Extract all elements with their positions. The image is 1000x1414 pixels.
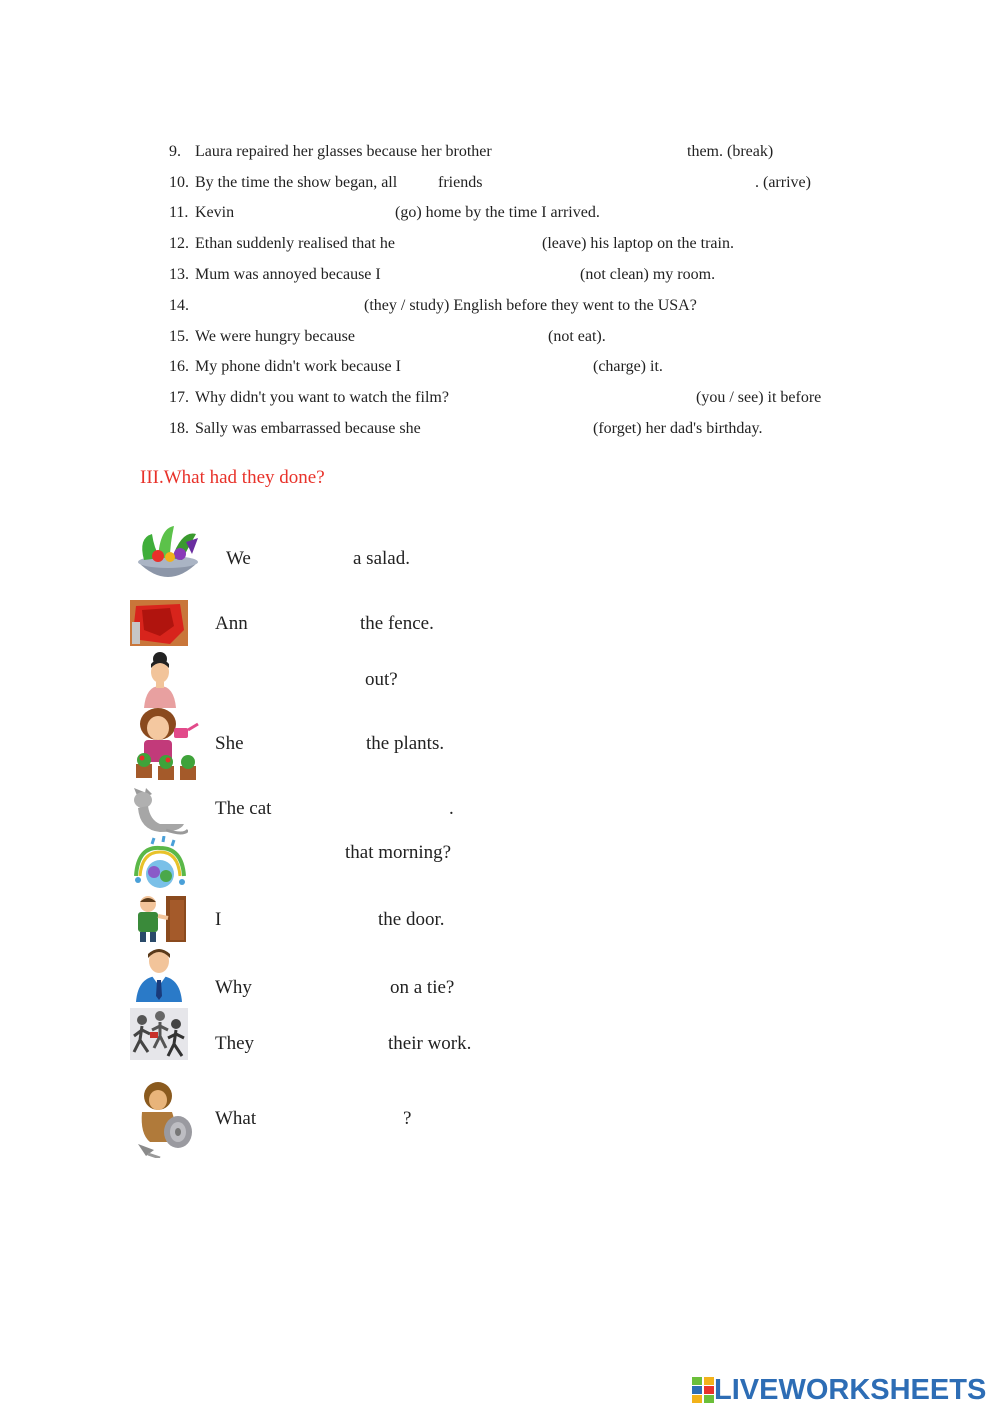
sentence-end: . [449,798,454,819]
girl-watering-plants-icon [130,706,204,782]
sentence-start: They [215,1033,255,1054]
sentence-end: (forget) her dad's birthday. [593,420,763,437]
sentence-end: (leave) his laptop on the train. [542,235,734,252]
sentence-start: Laura repaired her glasses because her brother [195,143,492,160]
item-number: 14. [169,297,189,314]
woman-icon [140,652,180,708]
answer-input-fence[interactable] [258,613,358,633]
sentence-mid: friends [438,174,483,191]
answer-input-14[interactable] [195,296,363,316]
sentence-end: the plants. [366,733,445,754]
sentence-start: By the time the show began, all [195,174,398,191]
sentence-start: Sally was embarrassed because she [195,420,421,437]
answer-input-17[interactable] [482,388,694,408]
answer-input-13[interactable] [408,265,580,285]
cat-icon [130,784,188,836]
sentence-end: the door. [378,909,445,930]
sentence-end: out? [365,669,398,690]
item-number: 9. [169,143,181,160]
sentence-start: What [215,1108,257,1129]
sentence-end: them. (break) [687,143,774,160]
man-at-door-icon [130,894,188,944]
sentence-start: Ann [215,613,248,634]
wet-flower-icon [130,836,188,892]
item-number: 11. [169,204,189,221]
sentence-start: Why didn't you want to watch the film? [195,389,449,406]
caveman-icon [130,1078,200,1158]
item-number: 10. [169,174,189,191]
sentence-start: She [215,733,244,754]
answer-input-9[interactable] [530,142,684,162]
answer-input-12[interactable] [422,234,542,254]
answer-input-out[interactable] [215,669,359,689]
sentence-end: (not clean) my room. [580,266,716,283]
liveworksheets-logo-text: LIVEWORKSHEETS [714,1373,987,1406]
sentence-start: We [226,548,251,569]
answer-input-11[interactable] [244,203,394,223]
liveworksheets-logo-icon [692,1377,714,1403]
sentence-end: ? [403,1108,412,1129]
item-number: 13. [169,266,189,283]
sentence-end: their work. [388,1033,472,1054]
sentence-end: (go) home by the time I arrived. [395,204,600,221]
answer-input-16[interactable] [430,357,592,377]
sentence-end: (charge) it. [593,358,663,375]
sentence-start: My phone didn't work because I [195,358,401,375]
item-number: 15. [169,328,189,345]
item-number: 18. [169,420,189,437]
sentence-end: (they / study) English before they went to the USA? [364,297,697,314]
man-in-tie-icon [134,946,184,1002]
answer-input-cat[interactable] [284,798,448,818]
answer-input-morning[interactable] [215,842,345,862]
answer-input-door[interactable] [234,909,374,929]
sentence-start: We were hungry because [195,328,355,345]
answer-input-what[interactable] [266,1108,400,1128]
sentence-start: Mum was annoyed because I [195,266,381,283]
salad-bowl-icon [130,524,206,590]
answer-input-plants[interactable] [254,733,364,753]
sentence-start: I [215,909,222,930]
sentence-end: (not eat). [548,328,606,345]
item-number: 16. [169,358,189,375]
answer-input-tie[interactable] [262,977,388,997]
sentence-start: Ethan suddenly realised that he [195,235,395,252]
sentence-end: . (arrive) [755,174,811,191]
item-number: 17. [169,389,189,406]
people-running-icon [130,1008,188,1060]
painted-fence-icon [130,600,188,646]
sentence-end: a salad. [353,548,410,569]
sentence-start: Why [215,977,252,998]
liveworksheets-logo [692,1373,987,1406]
answer-input-15[interactable] [380,327,548,347]
answer-input-work[interactable] [264,1033,386,1053]
sentence-end: (you / see) it before [696,389,822,406]
section-title: III.What had they done? [140,467,325,488]
answer-input-18[interactable] [452,419,592,439]
sentence-end: on a tie? [390,977,455,998]
sentence-end: the fence. [360,613,434,634]
answer-input-10b[interactable] [492,173,756,193]
sentence-start: Kevin [195,204,235,221]
sentence-start: The cat [215,798,272,819]
sentence-end: that morning? [345,842,452,863]
answer-input-salad[interactable] [262,548,352,568]
item-number: 12. [169,235,189,252]
